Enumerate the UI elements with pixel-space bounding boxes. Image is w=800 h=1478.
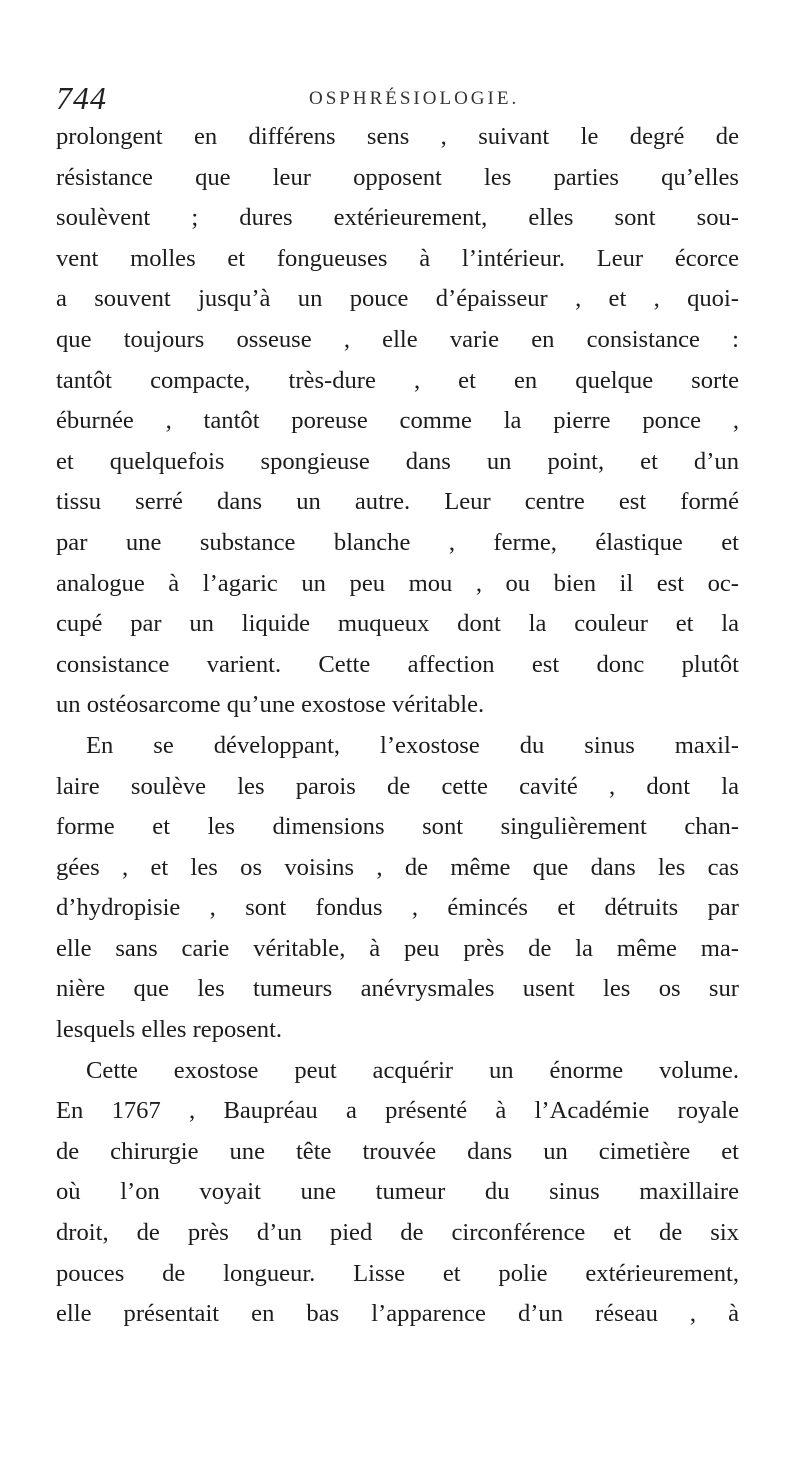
text-line: forme et les dimensions sont singulièrement chan-: [56, 813, 739, 841]
text-line: soulèvent ; dures extérieurement, elles sont sou-: [56, 204, 739, 232]
text-line: nière que les tumeurs anévrysmales usent les os sur: [56, 975, 739, 1003]
text-line: un ostéosarcome qu’une exostose véritable.: [56, 691, 485, 719]
text-line: tissu serré dans un autre. Leur centre est formé: [56, 488, 739, 516]
text-line: Cette exostose peut acquérir un énorme volume.: [86, 1056, 739, 1084]
text-line: éburnée , tantôt poreuse comme la pierre ponce ,: [56, 407, 739, 435]
text-line: En se développant, l’exostose du sinus maxil-: [86, 731, 739, 759]
text-line: par une substance blanche , ferme, élastique et: [56, 528, 739, 556]
text-line: où l’on voyait une tumeur du sinus maxillaire: [56, 1178, 739, 1206]
text-line: et quelquefois spongieuse dans un point, et d’un: [56, 447, 739, 475]
text-line: vent molles et fongueuses à l’intérieur. Leur écorce: [56, 244, 739, 272]
text-line: En 1767 , Baupréau a présenté à l’Académie royale: [56, 1097, 739, 1125]
text-line: elle sans carie véritable, à peu près de la même ma-: [56, 934, 739, 962]
text-line: tantôt compacte, très-dure , et en quelque sorte: [56, 366, 739, 394]
text-line: cupé par un liquide muqueux dont la couleur et la: [56, 610, 739, 638]
text-line: elle présentait en bas l’apparence d’un réseau , à: [56, 1300, 739, 1328]
page-number: 744: [56, 80, 107, 116]
page-header: [56, 80, 776, 120]
text-line: gées , et les os voisins , de même que dans les cas: [56, 853, 739, 881]
body-text: [56, 117, 739, 1335]
text-line: analogue à l’agaric un peu mou , ou bien il est oc-: [56, 569, 739, 597]
text-line: droit, de près d’un pied de circonférence et de six: [56, 1219, 739, 1247]
text-line: résistance que leur opposent les parties qu’elles: [56, 163, 739, 191]
text-line: consistance varient. Cette affection est donc plutôt: [56, 650, 739, 678]
text-line: laire soulève les parois de cette cavité , dont la: [56, 772, 739, 800]
text-line: que toujours osseuse , elle varie en consistance :: [56, 325, 739, 353]
text-line: lesquels elles reposent.: [56, 1016, 283, 1044]
text-line: pouces de longueur. Lisse et polie extérieurement,: [56, 1259, 739, 1287]
text-line: d’hydropisie , sont fondus , émincés et détruits par: [56, 894, 739, 922]
running-title: OSPHRÉSIOLOGIE.: [309, 88, 520, 109]
text-line: prolongent en différens sens , suivant le degré de: [56, 123, 739, 150]
text-line: de chirurgie une tête trouvée dans un cimetière et: [56, 1137, 739, 1165]
text-line: a souvent jusqu’à un pouce d’épaisseur , et , quoi-: [56, 285, 739, 313]
